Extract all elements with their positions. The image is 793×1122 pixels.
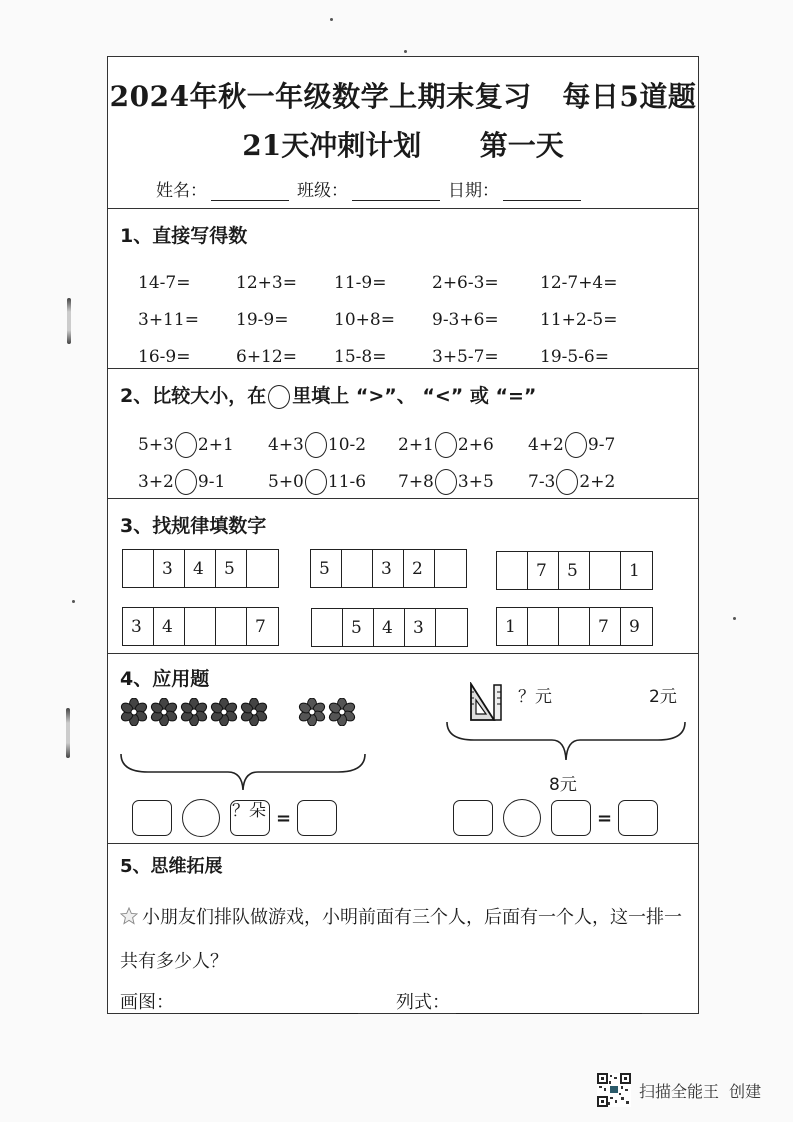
- section-pattern: [108, 499, 698, 654]
- sequence-boxes: [496, 607, 653, 646]
- compare-right: 3+5: [457, 471, 494, 492]
- scanner-watermark: [597, 1073, 761, 1107]
- section-title: 1、直接写得数: [120, 225, 248, 247]
- name-label: 姓名：: [156, 181, 207, 201]
- class-field[interactable]: [352, 183, 440, 201]
- compare-item: [398, 469, 528, 495]
- circle-icon: [268, 385, 290, 409]
- compare-right: 10-2: [327, 434, 367, 455]
- compare-right: 2+6: [457, 434, 494, 455]
- class-label: 班级：: [297, 181, 348, 201]
- compare-left: 5+3: [138, 434, 174, 455]
- problem-statement: 小朋友们排队做游戏，小明前面有三个人，后面有一个人，这一排一共有多少人？: [120, 907, 682, 972]
- sequence-cell[interactable]: 5: [559, 552, 590, 589]
- section-direct-calc: [108, 209, 698, 369]
- compare-row: [138, 426, 658, 463]
- compare-left: 2+1: [398, 434, 434, 455]
- answer-box[interactable]: [551, 800, 591, 836]
- calc-item[interactable]: 19-9=: [236, 309, 289, 330]
- sequence-boxes: [311, 608, 468, 647]
- sequence-cell[interactable]: 7: [590, 608, 621, 645]
- name-field[interactable]: [211, 183, 289, 201]
- compare-grid: [138, 426, 658, 500]
- compare-left: 7+8: [398, 471, 434, 492]
- flower-group: [120, 698, 358, 726]
- calc-row: [138, 301, 638, 338]
- worksheet-header: [108, 57, 698, 209]
- watermark-text: 扫描全能王 创建: [639, 1081, 762, 1101]
- sequence-cell[interactable]: [312, 609, 343, 646]
- compare-left: 4+2: [528, 434, 564, 455]
- calc-item[interactable]: 2+6-3=: [432, 272, 499, 293]
- flower-icon: [328, 698, 356, 726]
- scan-speck: [330, 18, 333, 21]
- compare-right: 2+1: [197, 434, 234, 455]
- flower-icon: [210, 698, 238, 726]
- compare-left: 7-3: [528, 471, 556, 492]
- page-subtitle: 21天冲刺计划 第一天: [242, 129, 564, 162]
- calc-item[interactable]: 15-8=: [334, 346, 387, 367]
- compare-left: 5+0: [268, 471, 304, 492]
- flower-icon: [240, 698, 268, 726]
- sequence-cell[interactable]: 5: [216, 550, 247, 587]
- compare-right: 11-6: [327, 471, 367, 492]
- scan-speck: [72, 600, 75, 603]
- section-compare: [108, 369, 698, 499]
- equation-row-b: [453, 799, 658, 837]
- calc-item[interactable]: 6+12=: [236, 346, 297, 367]
- equals-sign: =: [597, 807, 613, 829]
- answer-box[interactable]: [230, 800, 270, 836]
- problem-text: [120, 896, 695, 984]
- worksheet: [107, 56, 699, 1014]
- calc-item[interactable]: 3+11=: [138, 309, 199, 330]
- section-title: [120, 381, 536, 409]
- calc-row: [138, 264, 638, 301]
- compare-item: [138, 432, 268, 458]
- sequence-cell[interactable]: 4: [154, 608, 185, 645]
- flower-icon: [150, 698, 178, 726]
- student-info-row: [156, 176, 589, 201]
- compare-row: [138, 463, 658, 500]
- section-thinking: [108, 844, 698, 1015]
- formula-label: 列式：: [396, 992, 450, 1013]
- sequence-cell[interactable]: 5: [343, 609, 374, 646]
- flower-icon: [298, 698, 326, 726]
- sequence-cell[interactable]: 4: [185, 550, 216, 587]
- sequence-cell[interactable]: 3: [123, 608, 154, 645]
- sequence-cell[interactable]: [436, 609, 467, 646]
- sequence-cell[interactable]: 1: [629, 560, 640, 581]
- draw-label: 画图：: [120, 992, 174, 1013]
- ruler-triangle-icon: [468, 682, 504, 722]
- answer-circle[interactable]: [305, 432, 327, 458]
- punch-hole-mark: [67, 298, 71, 344]
- section-title: 4、应用题: [120, 668, 210, 690]
- compare-left: 3+2: [138, 471, 174, 492]
- answer-circle[interactable]: [556, 469, 578, 495]
- date-label: 日期：: [448, 181, 499, 201]
- sequence-cell[interactable]: [528, 608, 559, 645]
- answer-box[interactable]: [297, 800, 337, 836]
- calc-item[interactable]: 3+5-7=: [432, 346, 499, 367]
- flower-icon: [120, 698, 148, 726]
- sequence-cell[interactable]: 9: [629, 616, 640, 637]
- answer-box[interactable]: [132, 800, 172, 836]
- total-price-label: 8元: [549, 775, 577, 795]
- scan-speck: [404, 50, 407, 53]
- operator-circle[interactable]: [503, 799, 541, 837]
- date-field[interactable]: [503, 183, 581, 201]
- sequence-cell[interactable]: [590, 552, 621, 589]
- star-icon: [120, 907, 138, 925]
- compare-item: [528, 469, 658, 495]
- compare-item: [268, 469, 398, 495]
- compare-item: [528, 432, 658, 458]
- answer-circle[interactable]: [565, 432, 587, 458]
- formula-answer-field[interactable]: [456, 994, 642, 1014]
- qr-code-icon: [597, 1073, 631, 1107]
- calc-item[interactable]: 11+2-5=: [540, 309, 618, 330]
- answer-row: [120, 988, 642, 1014]
- calc-item[interactable]: 14-7=: [138, 272, 191, 293]
- sequence-cell[interactable]: 7: [528, 552, 559, 589]
- sequence-cell[interactable]: 5: [311, 550, 342, 587]
- compare-right: 2+2: [579, 471, 616, 492]
- section-title-suffix: 里填上 “>”、 “<” 或 “=”: [292, 385, 537, 407]
- compare-right: 9-1: [197, 471, 226, 492]
- operator-circle[interactable]: [182, 799, 220, 837]
- calc-item[interactable]: 12+3=: [236, 272, 297, 293]
- calc-item[interactable]: 9-3+6=: [432, 309, 499, 330]
- answer-circle[interactable]: [435, 469, 457, 495]
- curly-brace-icon: [444, 720, 688, 762]
- compare-item: [138, 469, 268, 495]
- answer-circle[interactable]: [435, 432, 457, 458]
- answer-circle[interactable]: [175, 432, 197, 458]
- sequence-cell[interactable]: [559, 608, 590, 645]
- calc-item[interactable]: 16-9=: [138, 346, 191, 367]
- sequence-boxes: [496, 551, 653, 590]
- sequence-cell[interactable]: [185, 608, 216, 645]
- answer-box[interactable]: [618, 800, 658, 836]
- equals-sign: =: [276, 807, 292, 829]
- answer-circle[interactable]: [305, 469, 327, 495]
- calc-item[interactable]: 12-7+4=: [540, 272, 618, 293]
- answer-box[interactable]: [453, 800, 493, 836]
- sequence-boxes: [310, 549, 467, 588]
- compare-left: 4+3: [268, 434, 304, 455]
- sequence-boxes: [122, 549, 279, 588]
- compare-item: [268, 432, 398, 458]
- sequence-cell[interactable]: [216, 608, 247, 645]
- compare-item: [398, 432, 528, 458]
- calc-item[interactable]: 19-5-6=: [540, 346, 609, 367]
- calc-grid: [138, 264, 638, 375]
- sequence-cell[interactable]: 3: [154, 550, 185, 587]
- item1-price-label: ？元: [518, 687, 552, 707]
- calc-item[interactable]: 10+8=: [334, 309, 395, 330]
- section-title: 3、找规律填数字: [120, 515, 267, 537]
- curly-brace-icon: [118, 752, 368, 792]
- sequence-cell[interactable]: [123, 550, 154, 587]
- punch-hole-mark: [66, 708, 70, 758]
- calc-item[interactable]: 11-9=: [334, 272, 387, 293]
- flower-icon: [180, 698, 208, 726]
- sequence-cell[interactable]: 7: [255, 616, 266, 637]
- section-title-prefix: 2、比较大小，在: [120, 385, 267, 407]
- sequence-cell[interactable]: 4: [374, 609, 405, 646]
- sequence-cell[interactable]: 2: [404, 550, 435, 587]
- item2-price-label: 2元: [649, 687, 677, 707]
- sequence-cell[interactable]: [342, 550, 373, 587]
- sequence-boxes: [122, 607, 279, 646]
- sequence-cell[interactable]: 3: [405, 609, 436, 646]
- compare-right: 9-7: [587, 434, 616, 455]
- answer-circle[interactable]: [175, 469, 197, 495]
- equation-row-a: [132, 799, 337, 837]
- sequence-cell[interactable]: [497, 552, 528, 589]
- scan-speck: [733, 617, 736, 620]
- sequence-cell[interactable]: 1: [497, 608, 528, 645]
- section-word-problems: [108, 654, 698, 844]
- sequence-cell[interactable]: 3: [373, 550, 404, 587]
- section-title: 5、思维拓展: [120, 856, 223, 877]
- sequence-cell[interactable]: [247, 550, 278, 587]
- draw-answer-field[interactable]: [180, 994, 358, 1014]
- page-title: 2024年秋一年级数学上期末复习 每日5道题: [109, 80, 697, 113]
- sequence-cell[interactable]: [435, 550, 466, 587]
- total-flowers-label: ？朵: [232, 801, 266, 821]
